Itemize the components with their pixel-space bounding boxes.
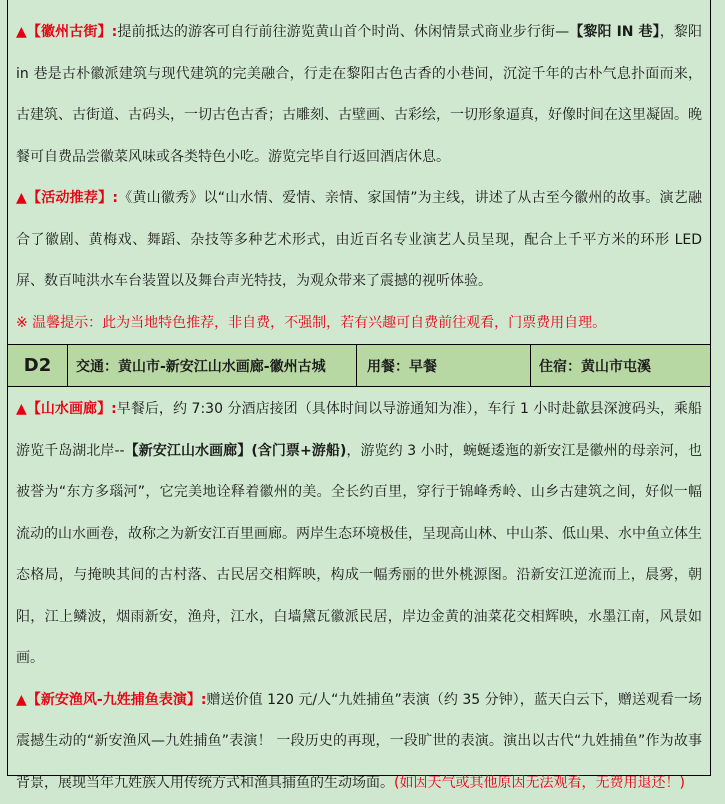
- triangle-bullet-icon: ▲: [16, 190, 27, 206]
- landscape-gallery-text-a: 早餐后，约 7:30 分酒店接团（具体时间以导游通知为准），车行 1 小时赴歙县深渡码头，乘船游览千岛湖北岸--: [16, 401, 702, 459]
- triangle-bullet-icon: ▲: [16, 24, 27, 40]
- triangle-bullet-icon: ▲: [16, 401, 27, 417]
- huizhou-old-street-text-a: 提前抵达的游客可自行前往游览黄山首个时尚、休闲情景式商业步行街—: [117, 24, 569, 40]
- day-transport: 交通：黄山市-新安江山水画廊-徽州古城: [68, 345, 357, 386]
- fishing-show-note: (如因天气或其他原因无法观看，无费用退还！): [394, 775, 685, 791]
- paragraph-activity-recommend: [16, 178, 702, 303]
- section-day1-evening: [8, 0, 710, 344]
- triangle-bullet-icon: ▲: [16, 692, 27, 708]
- itinerary-sheet: [7, 0, 711, 776]
- landscape-gallery-text-b: ，游览约 3 小时，蜿蜒逶迤的新安江是徽州的母亲河，也被誉为“东方多瑙河”，它完美地诠释着徽州的美。全长约百里，穿行于锦峰秀岭、山乡古建筑之间，好似一幅流动的山水画卷，故称之为新安江百里画廊。两岸生态环境极佳，呈现高山林、中山茶、低山果、水中鱼立体生态格局，与掩映其间的古村落、古民居交相辉映，构成一幅秀丽的世外桃源图。沿新安江逆流而上，晨雾，朝阳，江上鳞波，烟雨新安，渔舟，江水，白墙黛瓦徽派民居，岸边金黄的油菜花交相辉映，水墨江南，风景如画。: [16, 443, 702, 667]
- activity-recommend-text: 《黄山徽秀》以“山水情、爱情、亲情、家国情”为主线，讲述了从古至今徽州的故事。演艺融合了徽剧、黄梅戏、舞蹈、杂技等多种艺术形式，由近百名专业演艺人员呈现，配合上千平方米的环形 LED 屏、数百吨洪水车台装置以及舞台声光特技，为观众带来了震撼的视听体验。: [16, 190, 702, 289]
- paragraph-landscape-gallery: [16, 389, 702, 680]
- day-accommodation: 住宿：黄山市屯溪: [531, 345, 710, 386]
- huizhou-old-street-text-b: ，黎阳 in 巷是古朴徽派建筑与现代建筑的完美融合，行走在黎阳古色古香的小巷间，沉淀千年的古朴气息扑面而来，古建筑、古街道、古码头，一切古色古香；古雕刻、古壁画、古彩绘，一切形象逼真，好像时间在这里凝固。晚餐可自费品尝徽菜风味或各类特色小吃。游览完毕自行返回酒店休息。: [16, 24, 702, 165]
- warm-tip: ※ 温馨提示：此为当地特色推荐，非自费，不强制，若有兴趣可自费前往观看，门票费用自理。: [16, 303, 702, 345]
- day-id: D2: [8, 345, 68, 386]
- section-day2: [8, 387, 710, 804]
- landscape-gallery-title: 【山水画廊】:: [27, 401, 117, 417]
- liyang-in-lane-highlight: 【黎阳 IN 巷】: [569, 24, 660, 40]
- fishing-show-text: 赠送价值 120 元/人“九姓捕鱼”表演（约 35 分钟），蓝天白云下，赠送观看一场震撼生动的“新安渔风—九姓捕鱼”表演！ 一段历史的再现，一段旷世的表演。演出以古代“九姓捕鱼”作为故事背景，展现当年九姓族人用传统方式和渔具捕鱼的生动场面。: [16, 692, 702, 791]
- day-header-row: [8, 344, 710, 387]
- day-meal: 用餐：早餐: [357, 345, 531, 386]
- fishing-show-title: 【新安渔风-九姓捕鱼表演】:: [27, 692, 207, 708]
- paragraph-fishing-show: [16, 680, 702, 804]
- xinanjiang-gallery-highlight: 【新安江山水画廊】(含门票+游船): [125, 443, 347, 459]
- huizhou-old-street-title: 【徽州古街】:: [27, 24, 117, 40]
- activity-recommend-title: 【活动推荐】:: [27, 190, 118, 206]
- paragraph-huizhou-old-street: [16, 12, 702, 178]
